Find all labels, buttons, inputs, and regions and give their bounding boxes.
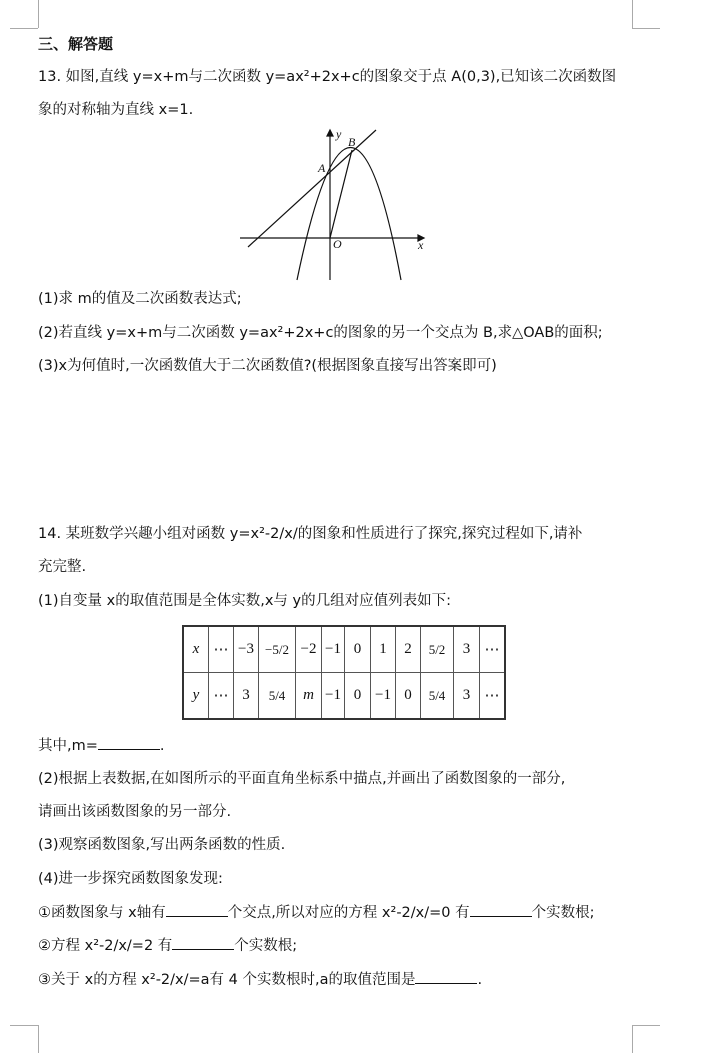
y-arrow-icon — [327, 130, 333, 136]
table-cell: ⋯ — [480, 626, 506, 673]
table-cell-fraction: −5/2 — [259, 626, 296, 673]
table-row-y — [183, 673, 505, 720]
label-o: O — [333, 237, 342, 251]
label-a: A — [318, 161, 326, 175]
table-cell-fraction: 5/4 — [421, 673, 454, 720]
corner-mark — [10, 1025, 38, 1026]
section-title: 三、解答题 — [38, 35, 114, 53]
sub1-text-a: ①函数图象与 x轴有 — [38, 905, 166, 921]
q13-figure — [0, 0, 704, 300]
table-cell: y — [183, 673, 209, 720]
corner-mark — [632, 1025, 660, 1026]
q13-stem: 13. 如图,直线 y=x+m与二次函数 y=ax²+2x+c的图象交于点 A(0,3),已知该二次函数图 — [38, 69, 617, 85]
table-cell: 3 — [454, 626, 480, 673]
sub2-text-a: ②方程 x²-2/x/=2 有 — [38, 938, 173, 954]
table-cell: −3 — [234, 626, 259, 673]
q13-part3: (3)x为何值时,一次函数值大于二次函数值?(根据图象直接写出答案即可) — [38, 358, 497, 374]
sub3-text-b: . — [477, 972, 483, 988]
m-blank[interactable] — [98, 735, 160, 750]
parabola — [297, 148, 401, 281]
table-cell: 3 — [454, 673, 480, 720]
table-cell: 0 — [345, 673, 371, 720]
label-x: x — [418, 238, 424, 252]
sub1-blank-2[interactable] — [470, 902, 532, 917]
sub3-text-a: ③关于 x的方程 x²-2/x/=a有 4 个实数根时,a的取值范围是 — [38, 972, 416, 988]
table-cell: 0 — [396, 673, 421, 720]
segment-ob — [330, 150, 352, 238]
value-table — [182, 625, 506, 720]
q13-part2: (2)若直线 y=x+m与二次函数 y=ax²+2x+c的图象的另一个交点为 B,求△OAB的面积; — [38, 325, 603, 341]
q14-sub1 — [38, 902, 595, 923]
table-cell-fraction: 5/2 — [421, 626, 454, 673]
q13-part1: (1)求 m的值及二次函数表达式; — [38, 291, 242, 307]
q14-part1: (1)自变量 x的取值范围是全体实数,x与 y的几组对应值列表如下: — [38, 593, 451, 609]
table-cell: −1 — [371, 673, 396, 720]
table-cell: ⋯ — [480, 673, 506, 720]
table-cell: −1 — [322, 626, 345, 673]
q13-stem-cont: 象的对称轴为直线 x=1. — [38, 102, 194, 118]
table-cell: 2 — [396, 626, 421, 673]
table-cell: ⋯ — [209, 626, 234, 673]
m-answer-line — [38, 735, 165, 756]
table-cell: x — [183, 626, 209, 673]
table-cell: 3 — [234, 673, 259, 720]
label-y: y — [336, 127, 342, 141]
q14-stem: 14. 某班数学兴趣小组对函数 y=x²-2/x/的图象和性质进行了探究,探究过程如下,请补 — [38, 526, 583, 542]
corner-mark — [38, 1025, 39, 1053]
table-row-x — [183, 626, 505, 673]
table-cell: 1 — [371, 626, 396, 673]
sub1-text-c: 个实数根; — [531, 905, 595, 921]
sub3-blank[interactable] — [415, 969, 477, 984]
q14-sub2 — [38, 935, 297, 956]
table-cell: ⋯ — [209, 673, 234, 720]
corner-mark — [632, 1025, 633, 1053]
q14-sub3 — [38, 969, 482, 990]
table-cell: m — [296, 673, 322, 720]
table-cell-fraction: 5/4 — [259, 673, 296, 720]
q14-part2: (2)根据上表数据,在如图所示的平面直角坐标系中描点,并画出了函数图象的一部分, — [38, 771, 566, 787]
m-end: . — [159, 738, 165, 754]
q14-part3: (3)观察函数图象,写出两条函数的性质. — [38, 837, 286, 853]
table-cell: 0 — [345, 626, 371, 673]
sub1-blank-1[interactable] — [166, 902, 228, 917]
sub2-text-b: 个实数根; — [234, 938, 298, 954]
q14-part2-cont: 请画出该函数图象的另一部分. — [38, 804, 232, 820]
table-cell: −2 — [296, 626, 322, 673]
sub2-blank[interactable] — [172, 935, 234, 950]
q14-part4: (4)进一步探究函数图象发现: — [38, 871, 223, 887]
label-b: B — [348, 135, 356, 149]
line-y-x-m — [248, 130, 376, 247]
table-cell: −1 — [322, 673, 345, 720]
q14-stem-cont: 充完整. — [38, 559, 87, 575]
sub1-text-b: 个交点,所以对应的方程 x²-2/x/=0 有 — [227, 905, 470, 921]
m-prompt: 其中,m= — [38, 738, 98, 754]
